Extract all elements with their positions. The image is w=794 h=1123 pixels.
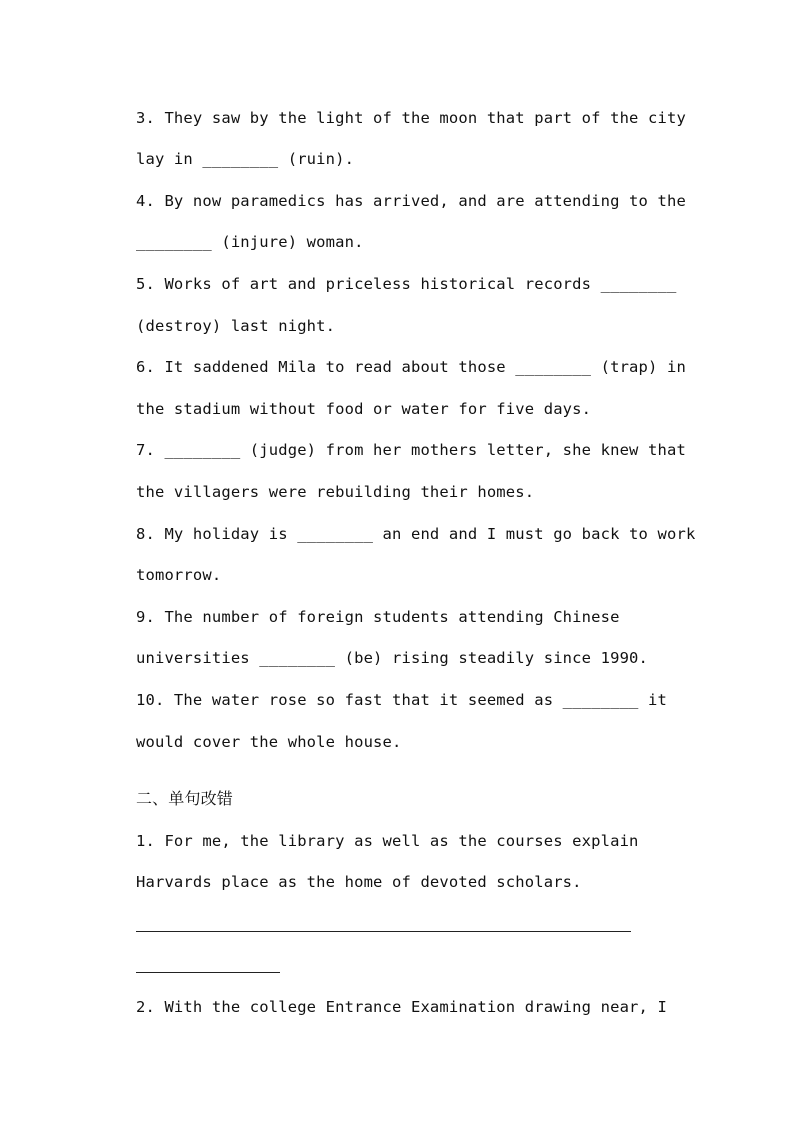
correction-question-1-line-2: Harvards place as the home of devoted scholars.	[136, 873, 582, 891]
question-4-line-1: 4. By now paramedics has arrived, and are attending to the	[136, 192, 686, 210]
correction-question-2-line-1: 2. With the college Entrance Examination drawing near, I	[136, 998, 667, 1016]
question-3-line-1: 3. They saw by the light of the moon that part of the city	[136, 109, 686, 127]
answer-line-short	[136, 972, 280, 973]
question-7-line-1: 7. ________ (judge) from her mothers letter, she knew that	[136, 441, 686, 459]
question-3-line-2: lay in ________ (ruin).	[136, 150, 355, 168]
question-5-line-2: (destroy) last night.	[136, 317, 336, 335]
question-5-line-1: 5. Works of art and priceless historical records ________	[136, 275, 677, 293]
question-6-line-2: the stadium without food or water for five days.	[136, 400, 592, 418]
question-9-line-1: 9. The number of foreign students attending Chinese	[136, 608, 620, 626]
section-2-heading: 二、单句改错	[136, 789, 233, 808]
question-6-line-1: 6. It saddened Mila to read about those ________ (trap) in	[136, 358, 686, 376]
question-7-line-2: the villagers were rebuilding their homes.	[136, 483, 535, 501]
question-8-line-2: tomorrow.	[136, 566, 222, 584]
question-8-line-1: 8. My holiday is ________ an end and I must go back to work	[136, 525, 696, 543]
question-10-line-1: 10. The water rose so fast that it seemed as ________ it	[136, 691, 667, 709]
question-10-line-2: would cover the whole house.	[136, 733, 402, 751]
correction-question-1-line-1: 1. For me, the library as well as the courses explain	[136, 832, 639, 850]
answer-line-long	[136, 931, 631, 932]
question-9-line-2: universities ________ (be) rising steadily since 1990.	[136, 649, 649, 667]
question-4-line-2: ________ (injure) woman.	[136, 233, 364, 251]
